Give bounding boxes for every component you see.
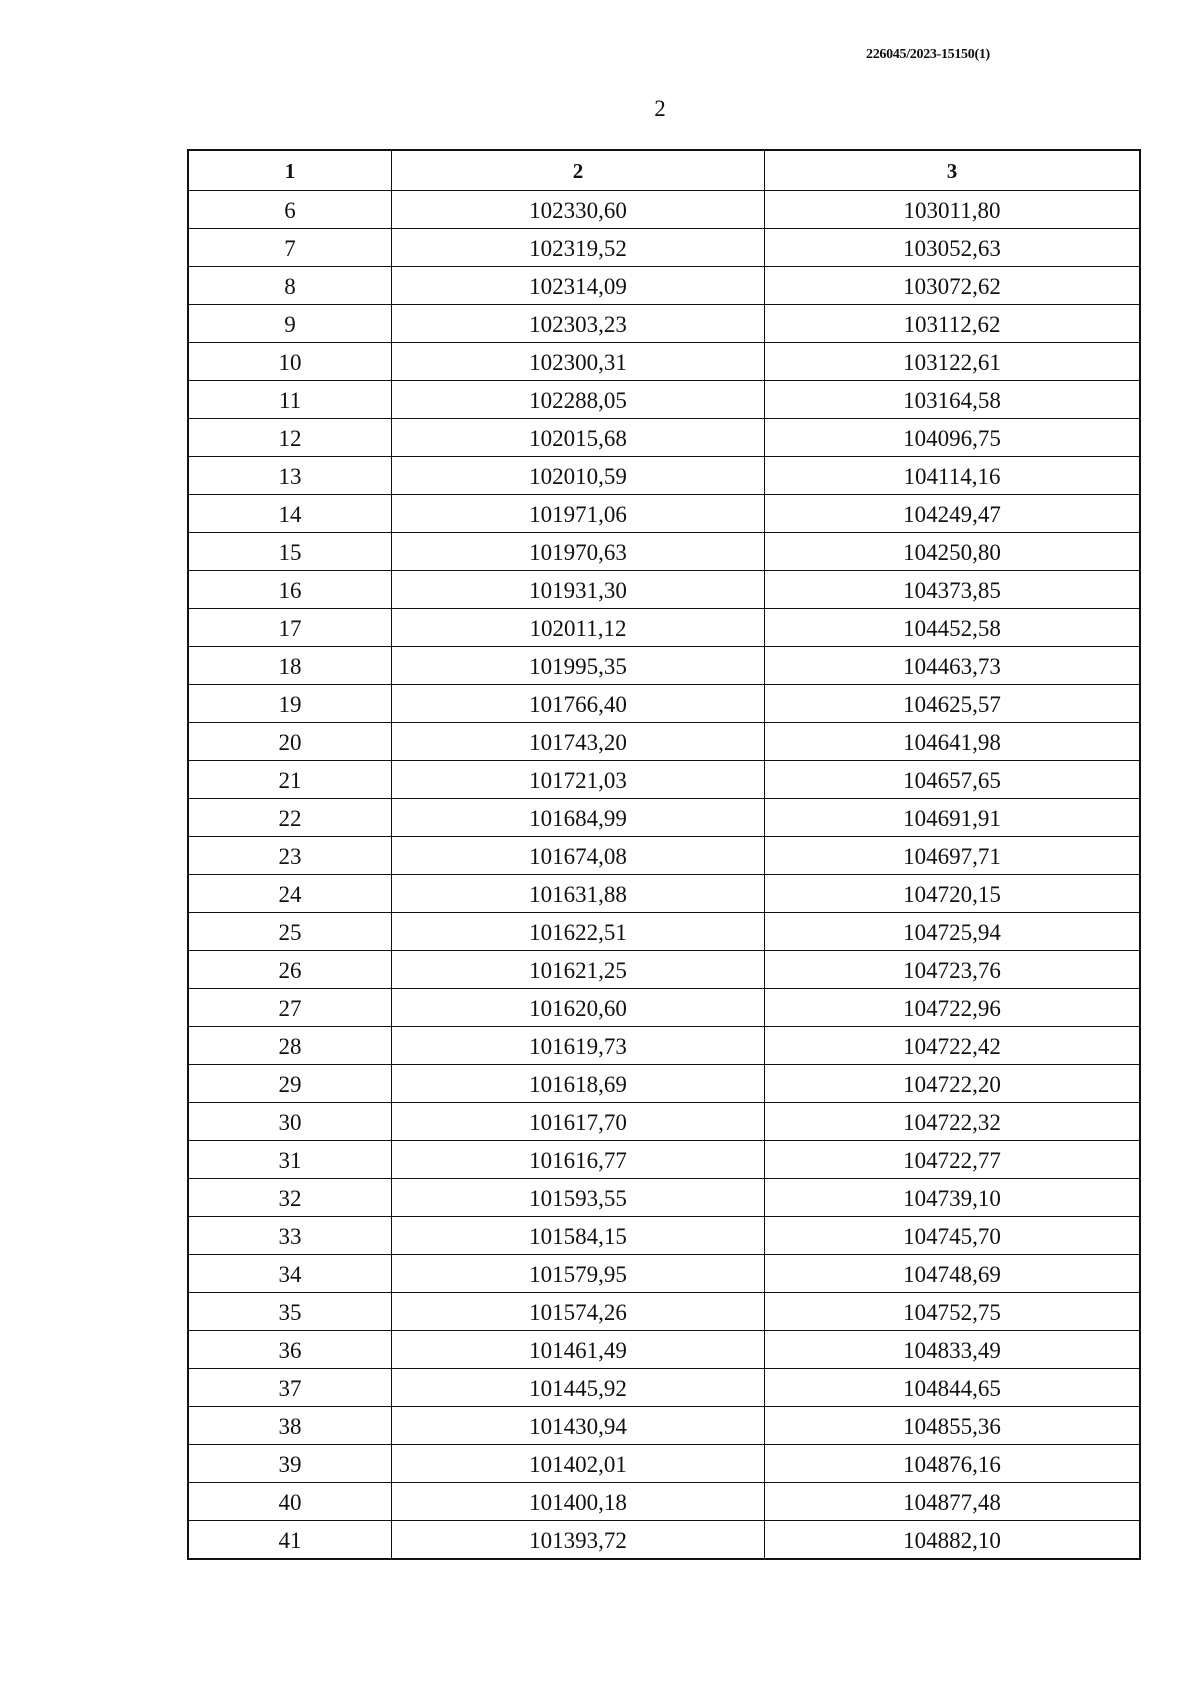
table-cell-col-1: 19 xyxy=(188,685,392,723)
table-row xyxy=(188,533,1140,571)
table-cell-col-1: 10 xyxy=(188,343,392,381)
table-row xyxy=(188,457,1140,495)
table-cell-col-1: 32 xyxy=(188,1179,392,1217)
table-cell-col-2: 101584,15 xyxy=(392,1217,765,1255)
table-cell-col-1: 9 xyxy=(188,305,392,343)
table-cell-col-1: 36 xyxy=(188,1331,392,1369)
table-cell-col-2: 101593,55 xyxy=(392,1179,765,1217)
table-cell-col-1: 33 xyxy=(188,1217,392,1255)
table-cell-col-2: 101579,95 xyxy=(392,1255,765,1293)
table-cell-col-1: 15 xyxy=(188,533,392,571)
table-cell-col-1: 17 xyxy=(188,609,392,647)
table-cell-col-2: 102330,60 xyxy=(392,191,765,229)
table-cell-col-2: 101743,20 xyxy=(392,723,765,761)
table-cell-col-3: 103072,62 xyxy=(765,267,1141,305)
table-row xyxy=(188,305,1140,343)
table-cell-col-1: 14 xyxy=(188,495,392,533)
table-row xyxy=(188,1255,1140,1293)
table-cell-col-2: 101674,08 xyxy=(392,837,765,875)
table-cell-col-3: 104096,75 xyxy=(765,419,1141,457)
table-cell-col-2: 102303,23 xyxy=(392,305,765,343)
table-cell-col-2: 101995,35 xyxy=(392,647,765,685)
table-cell-col-1: 27 xyxy=(188,989,392,1027)
table-row xyxy=(188,1217,1140,1255)
table-cell-col-3: 104725,94 xyxy=(765,913,1141,951)
table-row xyxy=(188,495,1140,533)
table-cell-col-2: 102319,52 xyxy=(392,229,765,267)
table-row xyxy=(188,875,1140,913)
table-row xyxy=(188,799,1140,837)
table-cell-col-1: 6 xyxy=(188,191,392,229)
table-cell-col-1: 13 xyxy=(188,457,392,495)
table-cell-col-2: 101616,77 xyxy=(392,1141,765,1179)
table-body xyxy=(188,191,1140,1560)
table-cell-col-3: 104833,49 xyxy=(765,1331,1141,1369)
table-cell-col-1: 16 xyxy=(188,571,392,609)
page-number: 2 xyxy=(654,96,666,121)
table-row xyxy=(188,191,1140,229)
table-cell-col-3: 104752,75 xyxy=(765,1293,1141,1331)
table-cell-col-1: 7 xyxy=(188,229,392,267)
table-cell-col-1: 41 xyxy=(188,1521,392,1560)
table-row xyxy=(188,951,1140,989)
table-header-col-1: 1 xyxy=(188,150,392,191)
table-cell-col-1: 24 xyxy=(188,875,392,913)
table-row xyxy=(188,647,1140,685)
table-cell-col-3: 104373,85 xyxy=(765,571,1141,609)
table-cell-col-2: 102288,05 xyxy=(392,381,765,419)
table-cell-col-3: 104877,48 xyxy=(765,1483,1141,1521)
table-cell-col-2: 101618,69 xyxy=(392,1065,765,1103)
table-cell-col-2: 102314,09 xyxy=(392,267,765,305)
table-cell-col-1: 34 xyxy=(188,1255,392,1293)
table-cell-col-3: 104723,76 xyxy=(765,951,1141,989)
table-cell-col-2: 101402,01 xyxy=(392,1445,765,1483)
table-cell-col-3: 104722,42 xyxy=(765,1027,1141,1065)
table-cell-col-1: 11 xyxy=(188,381,392,419)
table-cell-col-3: 104722,32 xyxy=(765,1103,1141,1141)
table-cell-col-2: 101766,40 xyxy=(392,685,765,723)
table-row xyxy=(188,1141,1140,1179)
table-cell-col-3: 103122,61 xyxy=(765,343,1141,381)
table-cell-col-1: 26 xyxy=(188,951,392,989)
table-row xyxy=(188,267,1140,305)
table-cell-col-3: 104844,65 xyxy=(765,1369,1141,1407)
table-cell-col-3: 104722,96 xyxy=(765,989,1141,1027)
table-cell-col-3: 104748,69 xyxy=(765,1255,1141,1293)
table-cell-col-3: 104722,20 xyxy=(765,1065,1141,1103)
table-cell-col-3: 103052,63 xyxy=(765,229,1141,267)
table-cell-col-3: 104463,73 xyxy=(765,647,1141,685)
table-cell-col-3: 104855,36 xyxy=(765,1407,1141,1445)
table-row xyxy=(188,761,1140,799)
table-cell-col-2: 101621,25 xyxy=(392,951,765,989)
table-row xyxy=(188,1369,1140,1407)
table-cell-col-2: 101971,06 xyxy=(392,495,765,533)
table-cell-col-2: 101617,70 xyxy=(392,1103,765,1141)
table-cell-col-2: 101631,88 xyxy=(392,875,765,913)
table-cell-col-3: 104876,16 xyxy=(765,1445,1141,1483)
table-cell-col-2: 102300,31 xyxy=(392,343,765,381)
table-cell-col-2: 101445,92 xyxy=(392,1369,765,1407)
table-cell-col-2: 101721,03 xyxy=(392,761,765,799)
table-cell-col-1: 22 xyxy=(188,799,392,837)
table-row xyxy=(188,685,1140,723)
table-cell-col-1: 20 xyxy=(188,723,392,761)
table-cell-col-3: 104745,70 xyxy=(765,1217,1141,1255)
document-reference-number: 226045/2023-15150(1) xyxy=(866,47,990,62)
table-row xyxy=(188,381,1140,419)
table-cell-col-2: 101684,99 xyxy=(392,799,765,837)
table-row xyxy=(188,723,1140,761)
table-cell-col-1: 12 xyxy=(188,419,392,457)
table-cell-col-3: 104720,15 xyxy=(765,875,1141,913)
table-cell-col-1: 8 xyxy=(188,267,392,305)
table-cell-col-3: 104882,10 xyxy=(765,1521,1141,1560)
table-cell-col-2: 101622,51 xyxy=(392,913,765,951)
table-cell-col-1: 29 xyxy=(188,1065,392,1103)
table-cell-col-2: 101619,73 xyxy=(392,1027,765,1065)
table-cell-col-2: 101620,60 xyxy=(392,989,765,1027)
data-table xyxy=(187,149,1141,1560)
table-row xyxy=(188,1065,1140,1103)
table-cell-col-2: 102015,68 xyxy=(392,419,765,457)
table-cell-col-1: 40 xyxy=(188,1483,392,1521)
table-cell-col-3: 104641,98 xyxy=(765,723,1141,761)
table-row xyxy=(188,1103,1140,1141)
table-row xyxy=(188,609,1140,647)
table-cell-col-2: 101430,94 xyxy=(392,1407,765,1445)
table-header xyxy=(188,150,1140,191)
table-row xyxy=(188,1331,1140,1369)
table-cell-col-3: 104722,77 xyxy=(765,1141,1141,1179)
table-header-col-3: 3 xyxy=(765,150,1141,191)
table-cell-col-1: 28 xyxy=(188,1027,392,1065)
table-row xyxy=(188,1407,1140,1445)
table-cell-col-2: 102011,12 xyxy=(392,609,765,647)
table-cell-col-3: 104739,10 xyxy=(765,1179,1141,1217)
table-cell-col-1: 39 xyxy=(188,1445,392,1483)
table-row xyxy=(188,419,1140,457)
table-cell-col-3: 103112,62 xyxy=(765,305,1141,343)
table-cell-col-2: 101931,30 xyxy=(392,571,765,609)
table-row xyxy=(188,913,1140,951)
table-cell-col-2: 101400,18 xyxy=(392,1483,765,1521)
table-row xyxy=(188,837,1140,875)
table-cell-col-3: 104452,58 xyxy=(765,609,1141,647)
table-cell-col-3: 104657,65 xyxy=(765,761,1141,799)
table-cell-col-3: 103011,80 xyxy=(765,191,1141,229)
table-row xyxy=(188,1027,1140,1065)
table-cell-col-2: 102010,59 xyxy=(392,457,765,495)
table-cell-col-2: 101461,49 xyxy=(392,1331,765,1369)
table-row xyxy=(188,1521,1140,1560)
table-cell-col-1: 38 xyxy=(188,1407,392,1445)
table-cell-col-3: 103164,58 xyxy=(765,381,1141,419)
table-cell-col-3: 104625,57 xyxy=(765,685,1141,723)
table-row xyxy=(188,1179,1140,1217)
table-cell-col-1: 23 xyxy=(188,837,392,875)
table-cell-col-3: 104691,91 xyxy=(765,799,1141,837)
table-row xyxy=(188,1293,1140,1331)
table-row xyxy=(188,989,1140,1027)
table-cell-col-1: 37 xyxy=(188,1369,392,1407)
table-cell-col-2: 101970,63 xyxy=(392,533,765,571)
table-cell-col-1: 25 xyxy=(188,913,392,951)
table-cell-col-1: 18 xyxy=(188,647,392,685)
table-row xyxy=(188,343,1140,381)
table-row xyxy=(188,229,1140,267)
table-cell-col-1: 30 xyxy=(188,1103,392,1141)
table-row xyxy=(188,571,1140,609)
table-cell-col-1: 35 xyxy=(188,1293,392,1331)
table-row xyxy=(188,1483,1140,1521)
table-header-col-2: 2 xyxy=(392,150,765,191)
table-row xyxy=(188,1445,1140,1483)
table-header-row xyxy=(188,150,1140,191)
table-cell-col-3: 104114,16 xyxy=(765,457,1141,495)
table-cell-col-3: 104697,71 xyxy=(765,837,1141,875)
table-cell-col-3: 104249,47 xyxy=(765,495,1141,533)
table-cell-col-2: 101393,72 xyxy=(392,1521,765,1560)
table-cell-col-1: 21 xyxy=(188,761,392,799)
table-cell-col-2: 101574,26 xyxy=(392,1293,765,1331)
table-cell-col-1: 31 xyxy=(188,1141,392,1179)
table-cell-col-3: 104250,80 xyxy=(765,533,1141,571)
